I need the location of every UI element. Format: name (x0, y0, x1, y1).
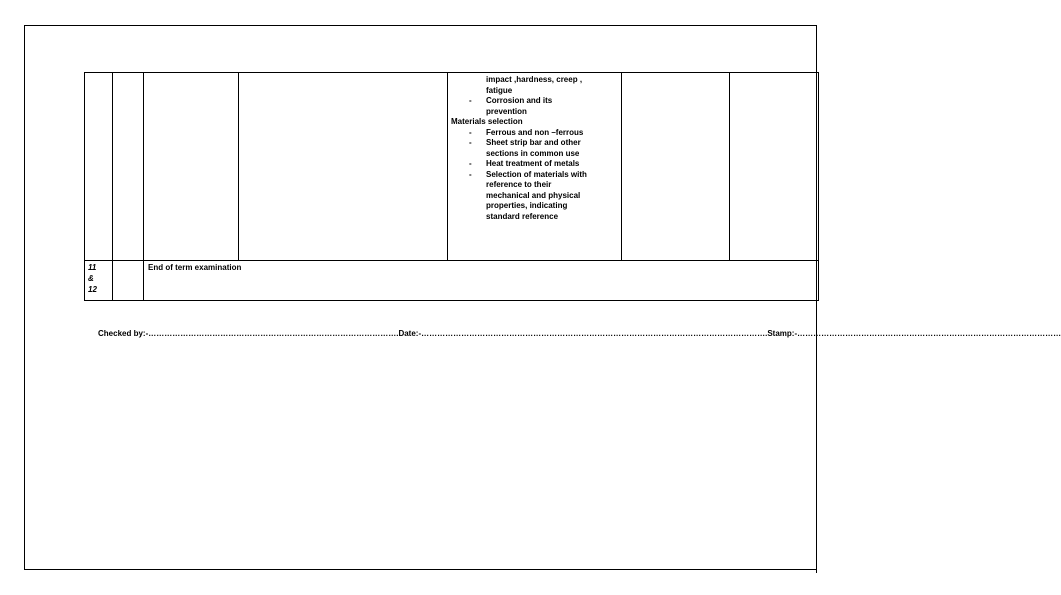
page-corner-mark (816, 567, 817, 573)
col-line-4 (238, 72, 239, 261)
exam-row-text: End of term examination (148, 263, 242, 272)
checked-by-line: Checked by:-………………………………………………………………………………….Date:-………………………………………………………………………………………………………………….Stamp:-……………………………………………………………………………………… (98, 329, 1061, 338)
bullet-dash: - (469, 159, 472, 168)
topic-line: Heat treatment of metals (486, 159, 580, 168)
topic-line: fatigue (486, 85, 513, 95)
topic-line: standard reference (486, 211, 559, 221)
col-line-end (818, 72, 819, 301)
week-line: & (88, 274, 94, 283)
topic-line: Corrosion and its (486, 96, 553, 105)
table-bottom-rule (84, 300, 819, 301)
col-line-6 (621, 72, 622, 261)
bullet-dash: - (469, 127, 472, 137)
col-line-7 (729, 72, 730, 261)
topic-line: impact ,hardness, creep , (486, 75, 583, 84)
week-number-cell (88, 262, 97, 295)
table-top-rule (84, 72, 819, 73)
page-bottom-border (24, 569, 817, 570)
topic-line: mechanical and physical (486, 190, 581, 200)
col-line-3 (143, 72, 144, 301)
topic-line: Ferrous and non –ferrous (486, 127, 584, 137)
topic-line: Materials selection (451, 117, 523, 126)
topic-line: sections in common use (486, 148, 580, 158)
table-row-divider (84, 260, 819, 261)
col-line-2 (112, 72, 113, 301)
col-line-5 (447, 72, 448, 261)
bullet-dash: - (469, 138, 472, 147)
topic-line: Sheet strip bar and other (486, 138, 581, 147)
topic-line: reference to their (486, 180, 552, 189)
week-line: 11 (88, 263, 97, 272)
topic-line: Selection of materials with (486, 169, 587, 179)
week-line: 12 (88, 285, 97, 294)
bullet-dash: - (469, 96, 472, 105)
bullet-dash: - (469, 169, 472, 179)
col-line-1 (84, 72, 85, 301)
topic-line: properties, indicating (486, 201, 568, 210)
topic-line: prevention (486, 106, 527, 116)
